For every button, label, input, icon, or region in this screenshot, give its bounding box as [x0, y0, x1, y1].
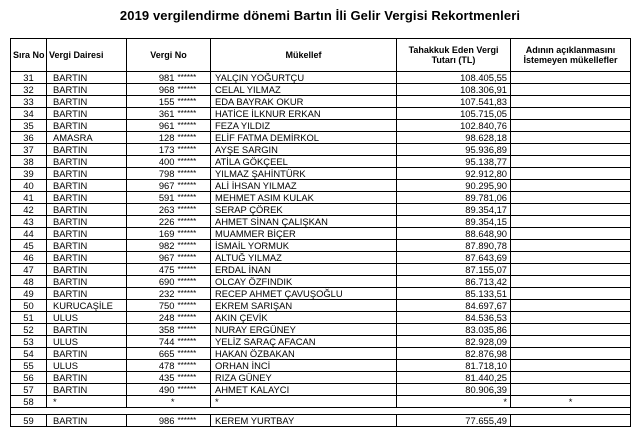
cell-aciklanmasini — [511, 228, 631, 240]
cell-aciklanmasini — [511, 264, 631, 276]
cell-vergi-no-mask: ****** — [177, 264, 211, 276]
cell-vergi-no: 263 — [127, 204, 177, 216]
cell-tahakkuk: 89.354,17 — [397, 204, 511, 216]
table-row — [11, 276, 631, 288]
cell-vergi-dairesi: BARTIN — [47, 276, 127, 288]
cell-vergi-no-mask: ****** — [177, 96, 211, 108]
cell-vergi-no: 155 — [127, 96, 177, 108]
cell-aciklanmasini — [511, 108, 631, 120]
cell-vergi-no: 226 — [127, 216, 177, 228]
cell-vergi-no — [127, 408, 177, 415]
cell-mukellef: ATİLA GÖKÇEEL — [211, 156, 397, 168]
cell-vergi-no: 248 — [127, 312, 177, 324]
cell-vergi-no-mask: ****** — [177, 384, 211, 396]
cell-vergi-no-mask: ****** — [177, 120, 211, 132]
cell-tahakkuk: * — [397, 396, 511, 408]
cell-vergi-dairesi: BARTIN — [47, 415, 127, 427]
cell-sira-no: 58 — [11, 396, 47, 408]
cell-vergi-no: 361 — [127, 108, 177, 120]
cell-tahakkuk: 84.697,67 — [397, 300, 511, 312]
cell-aciklanmasini — [511, 360, 631, 372]
cell-tahakkuk: 83.035,86 — [397, 324, 511, 336]
cell-aciklanmasini — [511, 324, 631, 336]
table-row — [11, 96, 631, 108]
table-row — [11, 228, 631, 240]
table-row — [11, 408, 631, 415]
cell-vergi-no: 967 — [127, 180, 177, 192]
table-row — [11, 144, 631, 156]
cell-mukellef: AHMET SİNAN ÇALIŞKAN — [211, 216, 397, 228]
cell-tahakkuk: 82.876,98 — [397, 348, 511, 360]
cell-sira-no: 45 — [11, 240, 47, 252]
table-row — [11, 192, 631, 204]
cell-tahakkuk: 87.155,07 — [397, 264, 511, 276]
cell-sira-no: 39 — [11, 168, 47, 180]
header-vergi-no: Vergi No — [127, 39, 211, 72]
cell-vergi-no-mask: ****** — [177, 216, 211, 228]
cell-sira-no: 51 — [11, 312, 47, 324]
cell-vergi-dairesi: * — [47, 396, 127, 408]
table-row — [11, 108, 631, 120]
cell-vergi-no-mask: ****** — [177, 108, 211, 120]
cell-sira-no: 59 — [11, 415, 47, 427]
cell-aciklanmasini — [511, 132, 631, 144]
cell-tahakkuk: 77.655,49 — [397, 415, 511, 427]
cell-sira-no: 47 — [11, 264, 47, 276]
cell-aciklanmasini — [511, 168, 631, 180]
cell-tahakkuk: 86.713,42 — [397, 276, 511, 288]
cell-aciklanmasini — [511, 288, 631, 300]
cell-vergi-no: 967 — [127, 252, 177, 264]
table-row — [11, 204, 631, 216]
cell-aciklanmasini — [511, 120, 631, 132]
cell-tahakkuk: 81.718,10 — [397, 360, 511, 372]
cell-vergi-no: 475 — [127, 264, 177, 276]
cell-tahakkuk: 98.628,18 — [397, 132, 511, 144]
table-row — [11, 288, 631, 300]
cell-vergi-no: 981 — [127, 72, 177, 84]
cell-aciklanmasini — [511, 156, 631, 168]
cell-vergi-dairesi: BARTIN — [47, 216, 127, 228]
cell-tahakkuk: 107.541,83 — [397, 96, 511, 108]
cell-tahakkuk: 90.295,90 — [397, 180, 511, 192]
table-row — [11, 360, 631, 372]
cell-sira-no: 54 — [11, 348, 47, 360]
cell-aciklanmasini — [511, 276, 631, 288]
cell-vergi-dairesi: BARTIN — [47, 192, 127, 204]
cell-vergi-no: 128 — [127, 132, 177, 144]
cell-sira-no: 56 — [11, 372, 47, 384]
table-row — [11, 216, 631, 228]
cell-tahakkuk: 95.138,77 — [397, 156, 511, 168]
cell-mukellef: AYŞE SARGIN — [211, 144, 397, 156]
cell-sira-no: 52 — [11, 324, 47, 336]
cell-mukellef: HAKAN ÖZBAKAN — [211, 348, 397, 360]
cell-vergi-no-mask: ****** — [177, 360, 211, 372]
cell-vergi-no: 986 — [127, 415, 177, 427]
header-aciklanmasini: Adının açıklanmasını İstemeyen mükellefler — [511, 39, 631, 72]
cell-mukellef: ERDAL İNAN — [211, 264, 397, 276]
table-row — [11, 252, 631, 264]
cell-tahakkuk: 81.440,25 — [397, 372, 511, 384]
cell-sira-no: 40 — [11, 180, 47, 192]
cell-vergi-no-mask: ****** — [177, 228, 211, 240]
cell-vergi-no-mask: ****** — [177, 144, 211, 156]
cell-vergi-no: 968 — [127, 84, 177, 96]
cell-aciklanmasini — [511, 84, 631, 96]
cell-sira-no: 33 — [11, 96, 47, 108]
cell-vergi-no: 690 — [127, 276, 177, 288]
cell-aciklanmasini — [511, 144, 631, 156]
cell-vergi-no-mask: ****** — [177, 132, 211, 144]
cell-mukellef: MEHMET ASIM KULAK — [211, 192, 397, 204]
cell-vergi-dairesi: ULUS — [47, 360, 127, 372]
cell-vergi-dairesi: BARTIN — [47, 228, 127, 240]
cell-mukellef: EKREM SARIŞAN — [211, 300, 397, 312]
cell-mukellef: RIZA GÜNEY — [211, 372, 397, 384]
cell-aciklanmasini — [511, 96, 631, 108]
table-row — [11, 120, 631, 132]
cell-vergi-dairesi: BARTIN — [47, 288, 127, 300]
cell-sira-no: 38 — [11, 156, 47, 168]
cell-aciklanmasini — [511, 204, 631, 216]
cell-vergi-no-mask: ****** — [177, 252, 211, 264]
cell-tahakkuk: 105.715,05 — [397, 108, 511, 120]
cell-mukellef: İSMAİL YORMUK — [211, 240, 397, 252]
cell-vergi-no-mask: ****** — [177, 72, 211, 84]
table-row — [11, 72, 631, 84]
cell-vergi-no-mask: ****** — [177, 204, 211, 216]
cell-tahakkuk: 84.536,53 — [397, 312, 511, 324]
cell-sira-no: 55 — [11, 360, 47, 372]
cell-vergi-no: 169 — [127, 228, 177, 240]
cell-sira-no: 41 — [11, 192, 47, 204]
cell-mukellef: OLCAY ÖZFINDIK — [211, 276, 397, 288]
cell-vergi-dairesi: BARTIN — [47, 252, 127, 264]
table-row — [11, 396, 631, 408]
cell-vergi-dairesi: BARTIN — [47, 324, 127, 336]
cell-aciklanmasini — [511, 216, 631, 228]
cell-sira-no: 43 — [11, 216, 47, 228]
cell-mukellef: SERAP ÇÖREK — [211, 204, 397, 216]
cell-vergi-dairesi: BARTIN — [47, 168, 127, 180]
cell-sira-no: 53 — [11, 336, 47, 348]
table-row — [11, 312, 631, 324]
header-sira-no: Sıra No — [11, 39, 47, 72]
cell-tahakkuk: 88.648,90 — [397, 228, 511, 240]
cell-sira-no: 48 — [11, 276, 47, 288]
cell-vergi-no-mask: ****** — [177, 415, 211, 427]
cell-mukellef: EDA BAYRAK OKUR — [211, 96, 397, 108]
cell-aciklanmasini — [511, 72, 631, 84]
table-header-row — [11, 39, 631, 72]
cell-vergi-no-mask: ****** — [177, 288, 211, 300]
cell-mukellef: YILMAZ ŞAHİNTÜRK — [211, 168, 397, 180]
cell-aciklanmasini — [511, 240, 631, 252]
cell-sira-no: 32 — [11, 84, 47, 96]
cell-vergi-dairesi: BARTIN — [47, 372, 127, 384]
cell-vergi-dairesi: BARTIN — [47, 144, 127, 156]
cell-sira-no — [11, 408, 47, 415]
cell-aciklanmasini — [511, 384, 631, 396]
cell-mukellef: KEREM YURTBAY — [211, 415, 397, 427]
cell-aciklanmasini: * — [511, 396, 631, 408]
header-mukellef: Mükellef — [211, 39, 397, 72]
cell-mukellef: NURAY ERGÜNEY — [211, 324, 397, 336]
tax-record-table — [10, 38, 631, 427]
cell-vergi-dairesi: ULUS — [47, 336, 127, 348]
cell-tahakkuk: 82.928,09 — [397, 336, 511, 348]
cell-sira-no: 35 — [11, 120, 47, 132]
table-row — [11, 348, 631, 360]
table-row — [11, 168, 631, 180]
cell-aciklanmasini — [511, 408, 631, 415]
cell-mukellef: YALÇIN YOĞURTÇU — [211, 72, 397, 84]
cell-vergi-no: 173 — [127, 144, 177, 156]
cell-mukellef: CELAL YILMAZ — [211, 84, 397, 96]
table-row — [11, 264, 631, 276]
cell-vergi-no: 750 — [127, 300, 177, 312]
cell-aciklanmasini — [511, 252, 631, 264]
cell-tahakkuk: 108.405,55 — [397, 72, 511, 84]
cell-vergi-dairesi: KURUCAŞİLE — [47, 300, 127, 312]
cell-aciklanmasini — [511, 348, 631, 360]
cell-tahakkuk: 89.354,15 — [397, 216, 511, 228]
cell-vergi-dairesi: BARTIN — [47, 156, 127, 168]
cell-sira-no: 34 — [11, 108, 47, 120]
cell-vergi-no-mask: ****** — [177, 84, 211, 96]
cell-aciklanmasini — [511, 372, 631, 384]
cell-vergi-no-mask: ****** — [177, 312, 211, 324]
table-row — [11, 415, 631, 427]
cell-mukellef — [211, 408, 397, 415]
table-row — [11, 324, 631, 336]
cell-vergi-no: 591 — [127, 192, 177, 204]
cell-mukellef: FEZA YILDIZ — [211, 120, 397, 132]
cell-tahakkuk: 85.133,51 — [397, 288, 511, 300]
cell-vergi-no-mask — [177, 408, 211, 415]
table-row — [11, 372, 631, 384]
cell-vergi-dairesi: BARTIN — [47, 348, 127, 360]
cell-mukellef: MUAMMER BİÇER — [211, 228, 397, 240]
cell-tahakkuk: 80.906,39 — [397, 384, 511, 396]
cell-sira-no: 42 — [11, 204, 47, 216]
cell-vergi-no: 744 — [127, 336, 177, 348]
cell-sira-no: 31 — [11, 72, 47, 84]
cell-mukellef: YELİZ SARAÇ AFACAN — [211, 336, 397, 348]
table-row — [11, 240, 631, 252]
table-row — [11, 384, 631, 396]
cell-vergi-no-mask: ****** — [177, 276, 211, 288]
table-row — [11, 156, 631, 168]
page-title: 2019 vergilendirme dönemi Bartın İli Gelir Vergisi Rekortmenleri — [119, 8, 521, 23]
table-row — [11, 84, 631, 96]
cell-vergi-no: 490 — [127, 384, 177, 396]
cell-vergi-no-mask: ****** — [177, 156, 211, 168]
cell-tahakkuk: 92.912,80 — [397, 168, 511, 180]
cell-vergi-no-mask: ****** — [177, 348, 211, 360]
cell-vergi-no: 400 — [127, 156, 177, 168]
cell-vergi-dairesi: BARTIN — [47, 84, 127, 96]
cell-aciklanmasini — [511, 180, 631, 192]
cell-vergi-dairesi: BARTIN — [47, 108, 127, 120]
cell-sira-no: 44 — [11, 228, 47, 240]
cell-tahakkuk — [397, 408, 511, 415]
cell-mukellef: ELİF FATMA DEMİRKOL — [211, 132, 397, 144]
cell-vergi-no-mask: ****** — [177, 240, 211, 252]
cell-vergi-no: 478 — [127, 360, 177, 372]
cell-vergi-no: 435 — [127, 372, 177, 384]
cell-mukellef: ALTUĞ YILMAZ — [211, 252, 397, 264]
cell-aciklanmasini — [511, 312, 631, 324]
cell-vergi-no: 665 — [127, 348, 177, 360]
cell-vergi-dairesi: BARTIN — [47, 180, 127, 192]
cell-vergi-no-mask: ****** — [177, 336, 211, 348]
table-row — [11, 180, 631, 192]
cell-vergi-no-mask — [177, 396, 211, 408]
cell-tahakkuk: 87.890,78 — [397, 240, 511, 252]
cell-sira-no: 57 — [11, 384, 47, 396]
cell-tahakkuk: 95.936,89 — [397, 144, 511, 156]
cell-vergi-dairesi: BARTIN — [47, 204, 127, 216]
cell-sira-no: 37 — [11, 144, 47, 156]
cell-vergi-no-mask: ****** — [177, 192, 211, 204]
cell-vergi-no: 232 — [127, 288, 177, 300]
header-tahakkuk: Tahakkuk Eden Vergi Tutarı (TL) — [397, 39, 511, 72]
cell-vergi-dairesi: BARTIN — [47, 264, 127, 276]
cell-mukellef: AHMET KALAYCI — [211, 384, 397, 396]
cell-vergi-dairesi: BARTIN — [47, 240, 127, 252]
cell-vergi-no-mask: ****** — [177, 168, 211, 180]
cell-aciklanmasini — [511, 336, 631, 348]
cell-vergi-dairesi: BARTIN — [47, 384, 127, 396]
cell-aciklanmasini — [511, 192, 631, 204]
cell-vergi-no: 798 — [127, 168, 177, 180]
cell-vergi-no: 982 — [127, 240, 177, 252]
table-row — [11, 132, 631, 144]
cell-mukellef: RECEP AHMET ÇAVUŞOĞLU — [211, 288, 397, 300]
cell-vergi-no-mask: ****** — [177, 300, 211, 312]
cell-vergi-no: 358 — [127, 324, 177, 336]
cell-mukellef: ORHAN İNCİ — [211, 360, 397, 372]
cell-vergi-dairesi: BARTIN — [47, 72, 127, 84]
cell-tahakkuk: 89.781,06 — [397, 192, 511, 204]
cell-sira-no: 49 — [11, 288, 47, 300]
cell-tahakkuk: 102.840,76 — [397, 120, 511, 132]
table-row — [11, 336, 631, 348]
cell-mukellef: AKIN ÇEVİK — [211, 312, 397, 324]
cell-mukellef: ALİ İHSAN YILMAZ — [211, 180, 397, 192]
cell-sira-no: 36 — [11, 132, 47, 144]
cell-mukellef: * — [211, 396, 397, 408]
cell-vergi-no-mask: ****** — [177, 324, 211, 336]
cell-vergi-dairesi: ULUS — [47, 312, 127, 324]
cell-vergi-dairesi: AMASRA — [47, 132, 127, 144]
cell-vergi-no-mask: ****** — [177, 180, 211, 192]
cell-vergi-dairesi — [47, 408, 127, 415]
cell-sira-no: 46 — [11, 252, 47, 264]
cell-vergi-dairesi: BARTIN — [47, 96, 127, 108]
cell-tahakkuk: 108.306,91 — [397, 84, 511, 96]
cell-vergi-dairesi: BARTIN — [47, 120, 127, 132]
cell-aciklanmasini — [511, 415, 631, 427]
cell-aciklanmasini — [511, 300, 631, 312]
cell-vergi-no: * — [127, 396, 177, 408]
cell-tahakkuk: 87.643,69 — [397, 252, 511, 264]
cell-sira-no: 50 — [11, 300, 47, 312]
cell-mukellef: HATİCE İLKNUR ERKAN — [211, 108, 397, 120]
cell-vergi-no: 961 — [127, 120, 177, 132]
table-row — [11, 300, 631, 312]
cell-vergi-no-mask: ****** — [177, 372, 211, 384]
header-vergi-dairesi: Vergi Dairesi — [47, 39, 127, 72]
